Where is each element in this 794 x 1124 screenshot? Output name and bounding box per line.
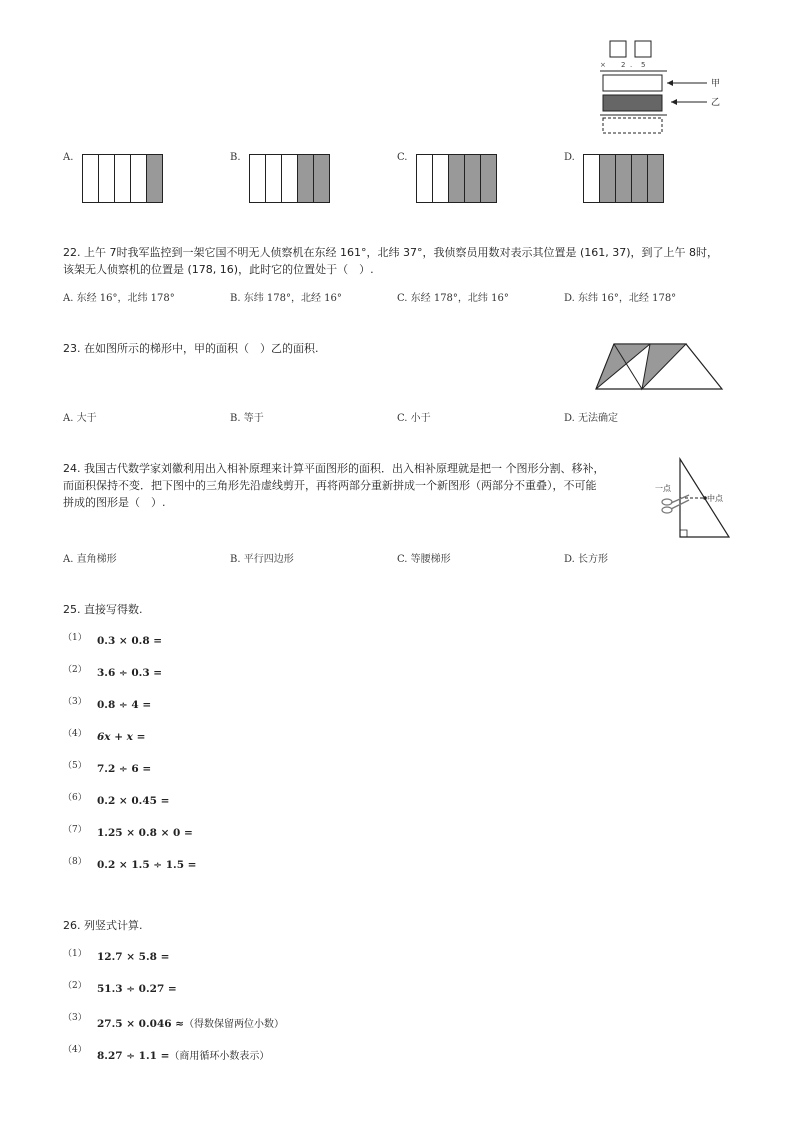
option-d-letter[interactable]: D. — [564, 152, 575, 163]
q25-item-5-expr: 7.2 ÷ 6 = — [97, 763, 152, 775]
q26-item-1-num: （1） — [63, 949, 87, 959]
q22-option-b[interactable]: B. 东纬 178°，北经 16° — [230, 293, 342, 304]
q22-stem — [63, 244, 743, 278]
q24-option-c[interactable]: C. 等腰梯形 — [397, 554, 451, 565]
q25-item-7-expr: 1.25 × 0.8 × 0 = — [97, 827, 193, 839]
multiplication-diagram — [595, 38, 735, 138]
q22-option-c[interactable]: C. 东经 178°，北纬 16° — [397, 293, 509, 304]
q24-stem — [63, 460, 643, 511]
q26-title: 26. 列竖式计算. — [63, 919, 143, 932]
q24-option-a[interactable]: A. 直角梯形 — [63, 554, 117, 565]
option-b-bar[interactable] — [249, 154, 330, 203]
q24-line-3: 拼成的图形是（ ）. — [63, 496, 166, 509]
q26-item-3-note: （得数保留两位小数） — [184, 1019, 285, 1030]
q23-option-d[interactable]: D. 无法确定 — [564, 413, 619, 424]
q22-line-1: 22. 上午 7时我军监控到一架它国不明无人侦察机在东经 161°，北纬 37°，我侦察员用数对表示其位置是 (161, 37)，到了上午 8时， — [63, 246, 719, 259]
q26-item-4-num: （4） — [63, 1045, 87, 1055]
option-a-letter[interactable]: A. — [63, 152, 74, 163]
q26-item-3-num: （3） — [63, 1013, 87, 1023]
triangle-cut-figure — [655, 456, 735, 540]
q23-option-a[interactable]: A. 大于 — [63, 413, 97, 424]
q24-line-1: 24. 我国古代数学家刘徽利用出入相补原理来计算平面图形的面积．出入相补原理就是把一 个图形分割、移补， — [63, 462, 605, 475]
option-a-bar[interactable] — [82, 154, 163, 203]
option-c-bar[interactable] — [416, 154, 497, 203]
row1-digit-2: 5 — [641, 61, 646, 69]
yi-box — [603, 95, 662, 111]
svg-text:.: . — [630, 61, 633, 69]
q22-line-2: 该架无人侦察机的位置是 (178, 16)，此时它的位置处于（ ）. — [63, 263, 374, 276]
q22-option-a[interactable]: A. 东经 16°，北纬 178° — [63, 293, 175, 304]
option-c-letter[interactable]: C. — [397, 152, 408, 163]
q23-option-c[interactable]: C. 小于 — [397, 413, 431, 424]
q23-stem: 23. 在如图所示的梯形中，甲的面积（ ）乙的面积. — [63, 342, 319, 355]
q23-option-b[interactable]: B. 等于 — [230, 413, 264, 424]
q26-item-2-expr: 51.3 ÷ 0.27 = — [97, 983, 177, 995]
svg-text:×: × — [600, 61, 606, 69]
q24-option-d[interactable]: D. 长方形 — [564, 554, 609, 565]
q25-item-4-num: （4） — [63, 729, 87, 739]
q24-line-2: 而面积保持不变．把下图中的三角形先沿虚线剪开，再将两部分重新拼成一个新图形（两部分不重叠），不可能 — [63, 479, 597, 492]
midpoint-label: 中点 — [707, 494, 723, 503]
q26-item-1-expr: 12.7 × 5.8 = — [97, 951, 170, 963]
q26-item-4-expr: 8.27 ÷ 1.1 =（商用循环小数表示） — [97, 1050, 270, 1062]
q25-item-1-num: （1） — [63, 633, 87, 643]
q25-title: 25. 直接写得数. — [63, 603, 143, 616]
q25-item-8-expr: 0.2 × 1.5 ÷ 1.5 = — [97, 859, 197, 871]
q25-item-4-expr: 6x + x = — [97, 731, 146, 743]
q25-item-3-expr: 0.8 ÷ 4 = — [97, 699, 152, 711]
q26-item-2-num: （2） — [63, 981, 87, 991]
q25-item-2-expr: 3.6 ÷ 0.3 = — [97, 667, 163, 679]
trapezoid-figure — [594, 342, 726, 392]
q25-item-6-num: （6） — [63, 793, 87, 803]
q25-item-2-num: （2） — [63, 665, 87, 675]
q25-item-8-num: （8） — [63, 857, 87, 867]
q25-item-3-num: （3） — [63, 697, 87, 707]
q26-item-4-note: （商用循环小数表示） — [169, 1051, 270, 1062]
q21-options — [0, 150, 794, 210]
q22-option-d[interactable]: D. 东纬 16°，北经 178° — [564, 293, 677, 304]
jia-box — [603, 75, 662, 91]
q25-item-5-num: （5） — [63, 761, 87, 771]
option-b-letter[interactable]: B. — [230, 152, 241, 163]
q25-item-1-expr: 0.3 × 0.8 = — [97, 635, 163, 647]
yi-label: 乙 — [711, 98, 721, 108]
q25-item-7-num: （7） — [63, 825, 87, 835]
q26-item-3-expr: 27.5 × 0.046 ≈（得数保留两位小数） — [97, 1018, 285, 1030]
row1-digit-1: 2 — [621, 61, 626, 69]
jia-label: 甲 — [711, 79, 721, 89]
q24-option-b[interactable]: B. 平行四边形 — [230, 554, 294, 565]
q21-figure — [595, 38, 735, 138]
option-d-bar[interactable] — [583, 154, 664, 203]
point-label: 一点 — [655, 484, 671, 493]
q25-item-6-expr: 0.2 × 0.45 = — [97, 795, 170, 807]
